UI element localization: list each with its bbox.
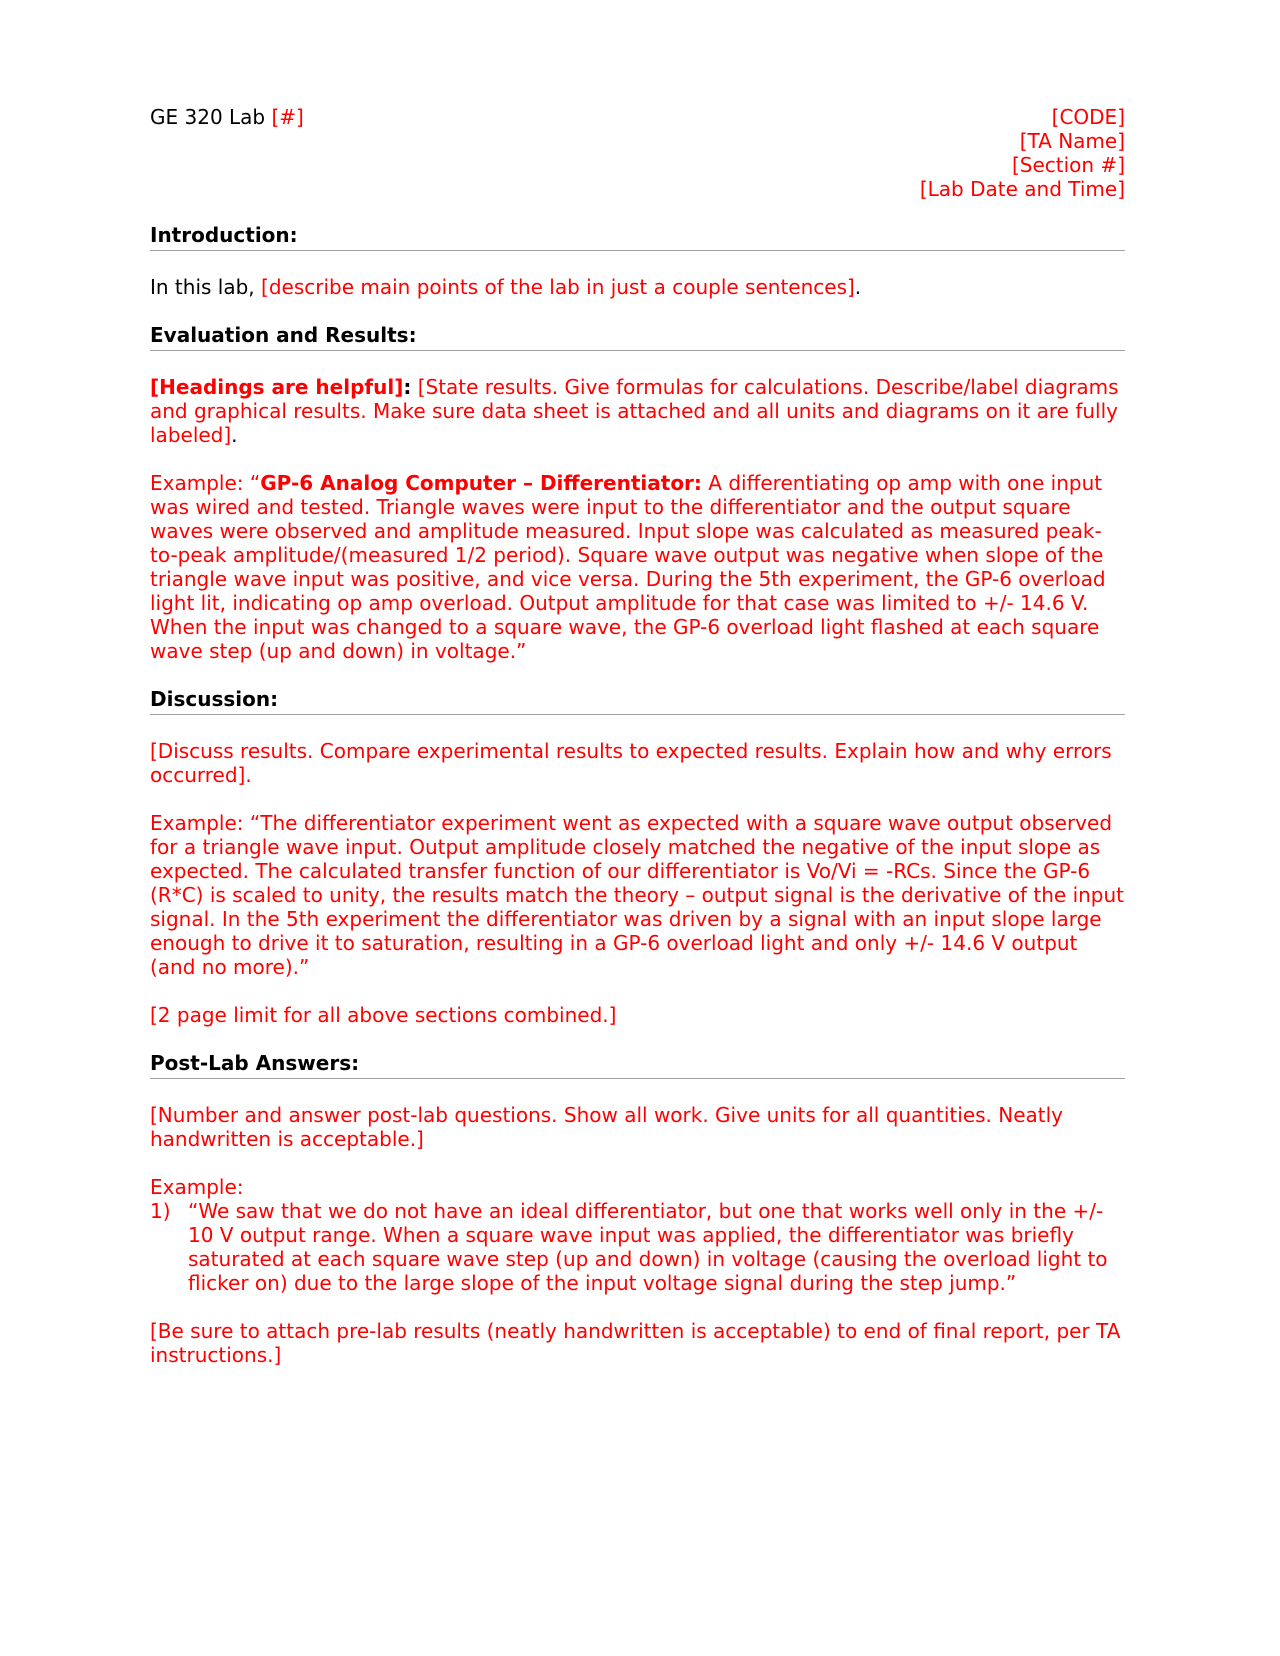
introduction-lead: In this lab, <box>150 275 262 299</box>
postlab-answer-text: “We saw that we do not have an ideal differentiator, but one that works well only in the +/- 10 V output range. When a square wave input was applied, the differentiator was briefly saturated at each square wave step (up and down) in voltage (causing the overload light to flicker on) due to the large slope of the input voltage signal during the step jump.” <box>188 1199 1108 1295</box>
discussion-example: Example: “The differentiator experiment went as expected with a square wave output observed for a triangle wave input. Output amplitude closely matched the negative of the input slope as expected. The calculated transfer function of our differentiator is Vo/Vi = -RCs. Since the GP-6 (R*C) is scaled to unity, the results match the theory – output signal is the derivative of the input signal. In the 5th experiment the differentiator was driven by a signal with an input slope large enough to drive it to saturation, resulting in a GP-6 overload light and only +/- 14.6 V output (and no more).” <box>150 811 1125 979</box>
ta-name-field: [TA Name] <box>1019 129 1125 153</box>
introduction-end: . <box>854 275 862 299</box>
evaluation-example-prefix: Example: “ <box>150 471 261 495</box>
lab-date-field: [Lab Date and Time] <box>919 177 1125 201</box>
document-page <box>150 105 1125 1391</box>
evaluation-instructions: [State results. Give formulas for calculations. Describe/label diagrams and graphical results. Make sure data sheet is attached and all units and diagrams on it are fully labeled] <box>150 375 1119 447</box>
evaluation-example-paragraph <box>150 471 1125 663</box>
introduction-placeholder: [describe main points of the lab in just a couple sentences] <box>261 275 855 299</box>
discussion-instructions: [Discuss results. Compare experimental results to expected results. Explain how and why errors occurred]. <box>150 739 1112 787</box>
code-field: [CODE] <box>1051 105 1125 129</box>
course-name: GE 320 Lab <box>150 105 272 129</box>
evaluation-instructions-paragraph <box>150 375 1125 447</box>
section-field: [Section #] <box>1011 153 1125 177</box>
introduction-heading: Introduction: <box>150 223 1125 251</box>
postlab-instructions: [Number and answer post-lab questions. Show all work. Give units for all quantities. Neatly handwritten is acceptable.] <box>150 1103 1064 1151</box>
postlab-answer-number: 1) <box>150 1199 171 1223</box>
postlab-example-label: Example: <box>150 1175 244 1199</box>
evaluation-example-title: GP-6 Analog Computer – Differentiator: <box>260 471 702 495</box>
student-info-block <box>920 105 1125 201</box>
evaluation-subheading: [Headings are helpful] <box>150 375 404 399</box>
page-limit-note: [2 page limit for all above sections combined.] <box>150 1003 617 1027</box>
evaluation-example-body: A differentiating op amp with one input was wired and tested. Triangle waves were input to the differentiator and the output square waves were observed and amplitude measured. Input slope was calculated as measured peak-to-peak amplitude/(measured 1/2 period). Square wave output was negative when slope of the triangle wave input was positive, and vice versa. During the 5th experiment, the GP-6 overload light lit, indicating op amp overload. Output amplitude for that case was limited to +/- 14.6 V. When the input was changed to a square wave, the GP-6 overload light flashed at each square wave step (up and down) in voltage.” <box>150 471 1106 663</box>
lab-number: [#] <box>271 105 304 129</box>
document-header <box>150 105 1125 201</box>
evaluation-heading: Evaluation and Results: <box>150 323 1125 351</box>
attach-prelab-note: [Be sure to attach pre-lab results (neatly handwritten is acceptable) to end of final report, per TA instructions.] <box>150 1319 1121 1367</box>
introduction-paragraph <box>150 275 1125 299</box>
postlab-heading: Post-Lab Answers: <box>150 1051 1125 1079</box>
evaluation-subheading-colon: : <box>403 375 412 399</box>
discussion-heading: Discussion: <box>150 687 1125 715</box>
evaluation-instructions-end: . <box>231 423 238 447</box>
course-title <box>150 105 304 129</box>
postlab-answer-item <box>150 1199 1125 1295</box>
